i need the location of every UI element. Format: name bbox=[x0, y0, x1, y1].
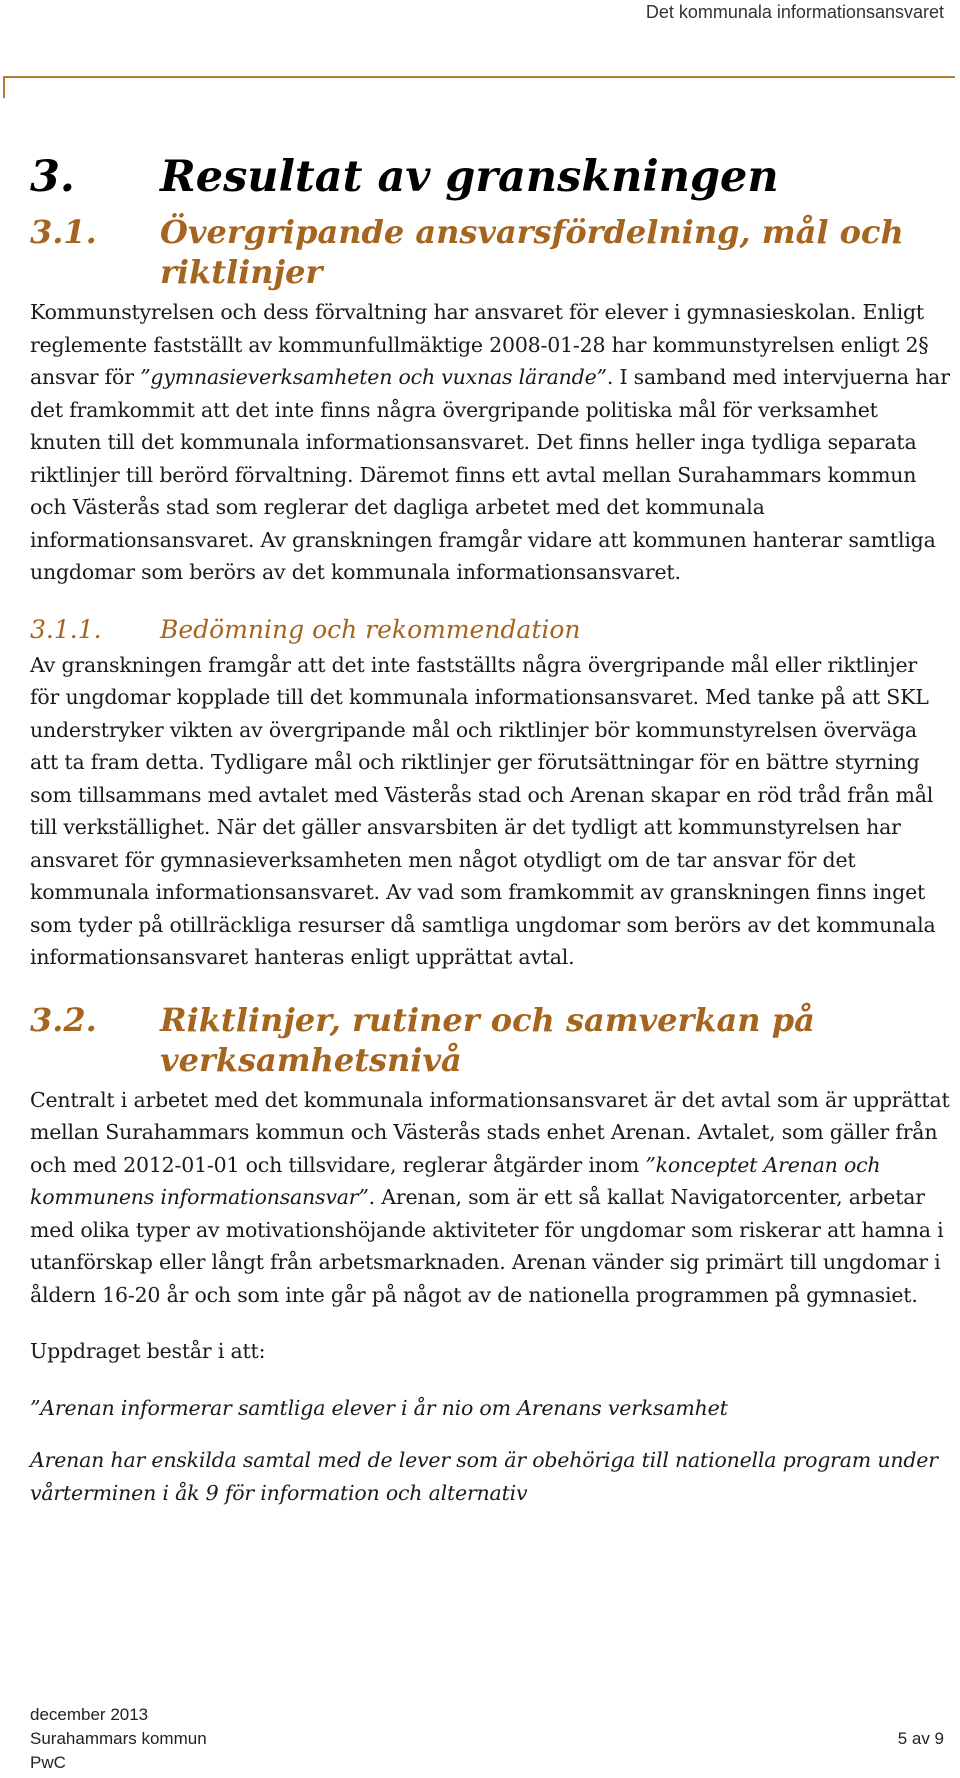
header-rule bbox=[3, 76, 955, 78]
running-header: Det kommunala informationsansvaret bbox=[645, 2, 944, 22]
section-title: Övergripande ansvarsfördelning, mål och riktlinjer bbox=[160, 213, 904, 291]
text-run: Kommunstyrelsen och dess förvaltning har ansvaret för elever i gymnasieskolan. Enligt reglemente fastställt av kommunfullmäktige 2008-01-28 har kommunstyrelsen enligt 2§ ansvar för bbox=[30, 300, 929, 389]
footer-org: Surahammars kommun bbox=[30, 1729, 207, 1748]
header-rule-tick bbox=[3, 76, 5, 98]
text-run: . Arenan, som är ett så kallat Navigatorcenter, arbetar med olika typer av motivationshöjande aktiviteter för ungdomar som riskerar att hamna i utanförskap eller långt från arbetsmarknaden. Arenan vänder sig primärt till ungdomar i åldern 16-20 år och som inte går på något av de nationella programmen på gymnasiet. bbox=[30, 1185, 944, 1307]
section-number: 3. bbox=[30, 152, 75, 202]
quoted-text: ”gymnasieverksamheten och vuxnas lärande” bbox=[140, 365, 607, 389]
footer-company: PwC bbox=[30, 1753, 66, 1772]
paragraph: Uppdraget består i att: bbox=[30, 1339, 266, 1363]
section-title: Resultat av granskningen bbox=[160, 152, 779, 202]
section-title: Riktlinjer, rutiner och samverkan på verksamhetsnivå bbox=[160, 1000, 815, 1079]
section-3-1-1-heading bbox=[30, 613, 950, 647]
section-3-2-heading bbox=[30, 1000, 950, 1080]
section-number: 3.1.1. bbox=[30, 614, 102, 644]
page-footer bbox=[30, 1703, 944, 1775]
section-number: 3.1. bbox=[30, 213, 97, 251]
footer-date: december 2013 bbox=[30, 1705, 149, 1724]
section-3-heading bbox=[30, 150, 950, 204]
paragraph bbox=[30, 1084, 950, 1312]
text-run: . I samband med intervjuerna har det framkommit att det inte finns några övergripande politiska mål för verksamhet knuten till det kommunala informationsansvaret. Det finns heller inga tydliga separata riktlinjer till berörd förvaltning. Däremot finns ett avtal mellan Surahammars kommun och Västerås stad som reglerar det dagliga arbetet med det kommunala informationsansvaret. Av granskningen framgår vidare att kommunen hanterar samtliga ungdomar som berörs av det kommunala informationsansvaret. bbox=[30, 365, 950, 584]
paragraph bbox=[30, 296, 950, 589]
quoted-text: ”konceptet Arenan och kommunens informationsansvar” bbox=[30, 1152, 881, 1209]
section-number: 3.2. bbox=[30, 1000, 97, 1039]
paragraph: Av granskningen framgår att det inte fastställts några övergripande mål eller riktlinjer för ungdomar kopplade till det kommunala informationsansvaret. Med tanke på att SKL understryker vikten av övergripande mål och riktlinjer bör kommunstyrelsen överväga att ta fram detta. Tydligare mål och riktlinjer ger förutsättningar för en bättre styrning som tillsammans med avtalet med Västerås stad och Arenan skapar en röd tråd från mål till verkställighet. När det gäller ansvarsbiten är det tydligt att kommunstyrelsen har ansvaret för gymnasieverksamheten men något otydligt om de tar ansvar för det kommunala informationsansvaret. Av vad som framkommit av granskningen finns inget som tyder på otillräckliga resurser då samtliga ungdomar som berörs av det kommunala informationsansvaret hanteras enligt upprättat avtal. bbox=[30, 652, 936, 969]
quoted-paragraph: ”Arenan informerar samtliga elever i år nio om Arenans verksamhet bbox=[30, 1395, 728, 1420]
page-number: 5 av 9 bbox=[897, 1729, 944, 1748]
section-3-1-heading bbox=[30, 212, 950, 292]
text-run: Centralt i arbetet med det kommunala informationsansvaret är det avtal som är upprättat mellan Surahammars kommun och Västerås stads enhet Arenan. Avtalet, som gäller från och med 2012-01-01 och tillsvidare, reglerar åtgärder inom bbox=[30, 1087, 950, 1177]
section-title: Bedömning och rekommendation bbox=[160, 614, 581, 644]
main-content bbox=[30, 150, 950, 1509]
quoted-paragraph: Arenan har enskilda samtal med de lever som är obehöriga till nationella program under vårterminen i åk 9 för information och alternativ bbox=[30, 1448, 938, 1505]
